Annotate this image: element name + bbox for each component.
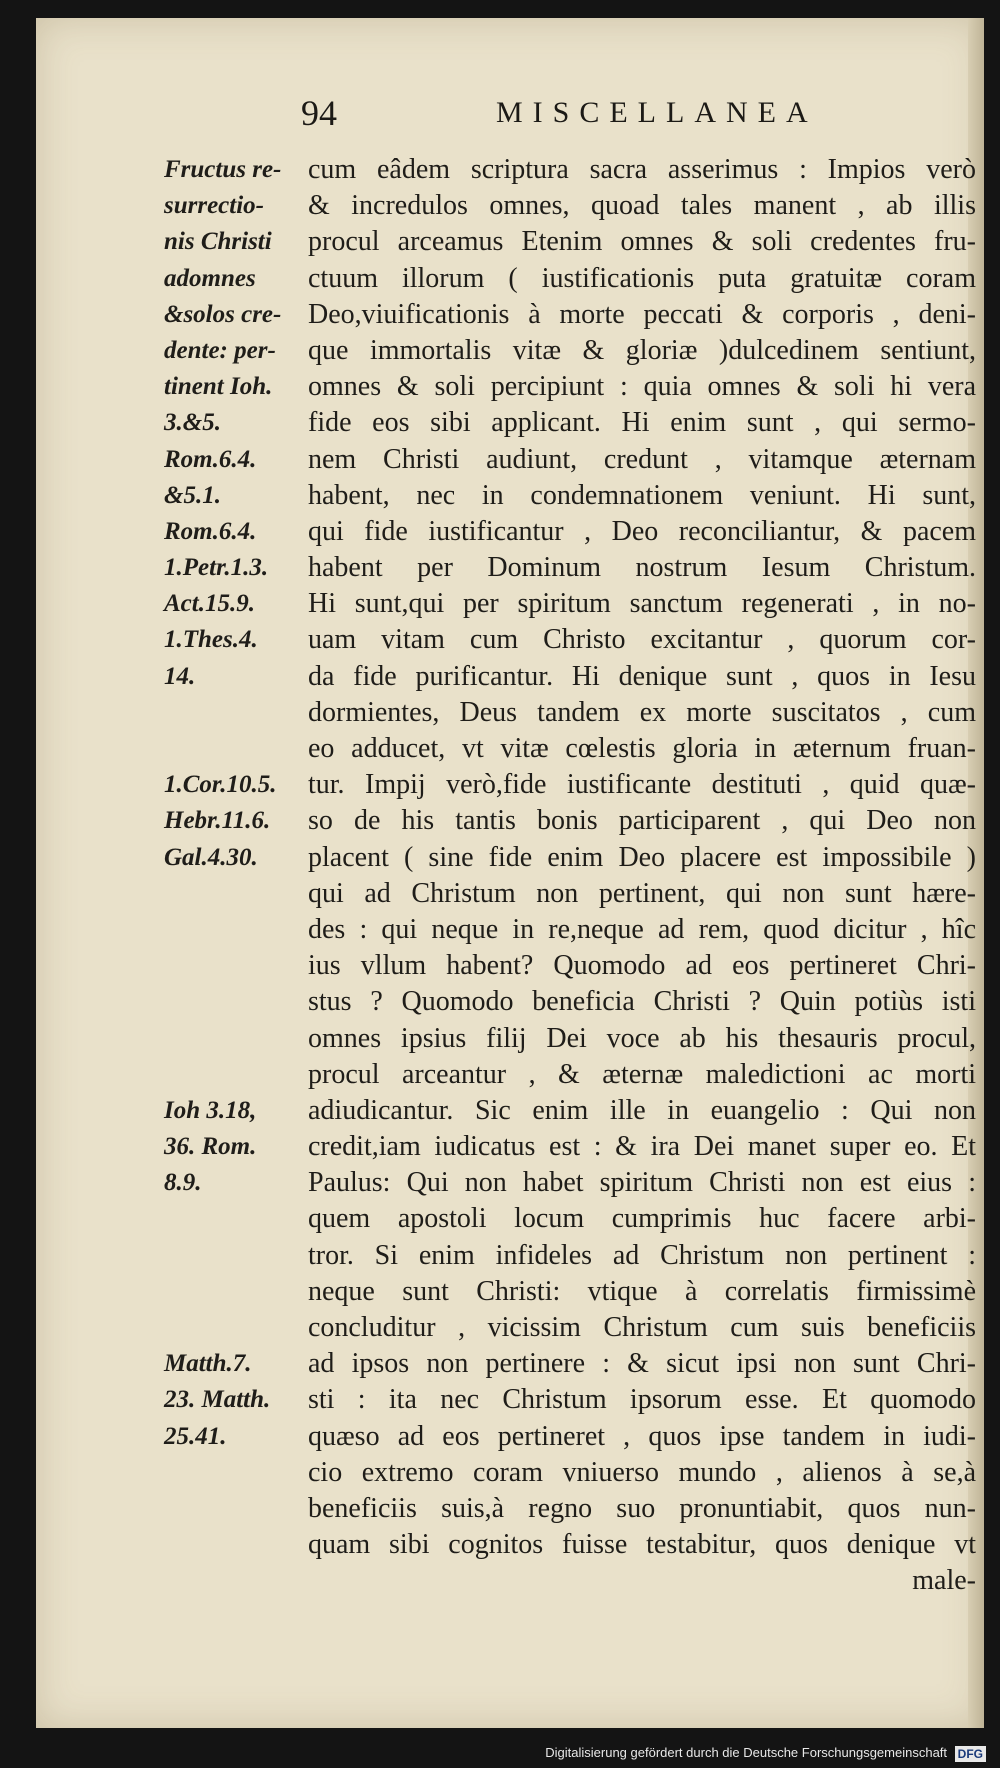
margin-note-line bbox=[164, 984, 324, 1020]
margin-note-line: dente: per- bbox=[164, 336, 276, 364]
text-line: omnes & soli percipiunt : quia omnes & soli hi vera bbox=[308, 371, 976, 403]
margin-note-line: 8.9. bbox=[164, 1169, 202, 1197]
margin-note-line bbox=[164, 1491, 324, 1527]
text-line: qui fide iustificantur , Deo reconciliantur, & pacem bbox=[308, 515, 976, 547]
text-line: adiudicantur. Sic enim ille in euangelio : Qui non bbox=[308, 1094, 976, 1126]
margin-note-line: nis Christi bbox=[164, 228, 272, 256]
text-line: placent ( sine fide enim Deo placere est impossibile ) bbox=[308, 841, 976, 873]
text-line: procul arceantur , & æternæ maledictioni ac morti bbox=[308, 1058, 976, 1090]
text-line: Deo,viuificationis à morte peccati & corporis , deni- bbox=[308, 298, 976, 330]
text-line: quæso ad eos pertineret , quos ipse tandem in iudi- bbox=[308, 1420, 976, 1452]
margin-note-line bbox=[164, 1455, 324, 1491]
text-line: stus ? Quomodo beneficia Christi ? Quin potiùs isti bbox=[308, 986, 976, 1018]
margin-note-line: Fructus re- bbox=[164, 156, 282, 183]
text-line: des : qui neque in re,neque ad rem, quod dicitur , hîc bbox=[308, 913, 976, 945]
text-line: habent per Dominum nostrum Iesum Christum. bbox=[308, 552, 976, 584]
text-line: cum eâdem scriptura sacra asserimus : Impios verò bbox=[308, 154, 976, 185]
text-line: ius vllum habent? Quomodo ad eos pertineret Chri- bbox=[308, 950, 976, 982]
text-line: & incredulos omnes, quoad tales manent , ab illis bbox=[308, 190, 976, 222]
margin-note-line: Matth.7. bbox=[164, 1350, 252, 1378]
text-line: concluditur , vicissim Christum cum suis beneficiis bbox=[308, 1312, 976, 1343]
dfg-logo: DFG bbox=[955, 1746, 986, 1762]
margin-note-line: Rom.6.4. bbox=[164, 517, 257, 545]
text-line: nem Christi audiunt, credunt , vitamque æternam bbox=[308, 443, 976, 475]
margin-note-line: 3.&5. bbox=[164, 409, 221, 437]
margin-note-line: 23. Matth. bbox=[164, 1386, 271, 1414]
margin-note-line: Gal.4.30. bbox=[164, 843, 258, 871]
text-line: qui ad Christum non pertinent, qui non sunt hære- bbox=[308, 877, 976, 909]
margin-note-line: surrectio- bbox=[164, 192, 264, 220]
margin-note-line: 25.41. bbox=[164, 1422, 227, 1450]
margin-notes bbox=[164, 152, 324, 1527]
text-line: Paulus: Qui non habet spiritum Christi non est eius : bbox=[308, 1167, 976, 1199]
margin-note-line bbox=[164, 948, 324, 984]
page-number: 94 bbox=[301, 93, 337, 133]
text-line: que immortalis vitæ & gloriæ )dulcedinem sentiunt, bbox=[308, 334, 976, 366]
margin-note-line bbox=[164, 1238, 324, 1274]
margin-note-line: 36. Rom. bbox=[164, 1133, 257, 1161]
margin-note-line bbox=[164, 1057, 324, 1093]
margin-note-line bbox=[164, 1201, 324, 1237]
text-line: ad ipsos non pertinere : & sicut ipsi non sunt Chri- bbox=[308, 1348, 976, 1380]
text-line: credit,iam iudicatus est : & ira Dei manet super eo. Et bbox=[308, 1131, 976, 1163]
text-line: Hi sunt,qui per spiritum sanctum regenerati , in no- bbox=[308, 588, 976, 620]
margin-note-line: &5.1. bbox=[164, 481, 221, 509]
margin-note-line: Ioh 3.18, bbox=[164, 1096, 257, 1124]
text-line: quam sibi cognitos fuisse testabitur, quos denique vt bbox=[308, 1529, 976, 1561]
text-line: habent, nec in condemnationem veniunt. Hi sunt, bbox=[308, 479, 976, 511]
margin-note-line: Rom.6.4. bbox=[164, 445, 257, 473]
margin-note-line: tinent Ioh. bbox=[164, 373, 273, 401]
body-text bbox=[308, 152, 976, 1600]
credit-text: Digitalisierung gefördert durch die Deutsche Forschungsgemeinschaft bbox=[545, 1745, 948, 1760]
text-line: neque sunt Christi: vtique à correlatis firmissimè bbox=[308, 1275, 976, 1307]
margin-note-line: Hebr.11.6. bbox=[164, 807, 271, 835]
text-line: quem apostoli locum cumprimis huc facere arbi- bbox=[308, 1203, 976, 1235]
margin-note-line: 1.Petr.1.3. bbox=[164, 554, 269, 582]
margin-note-line bbox=[164, 912, 324, 948]
page-header bbox=[36, 92, 984, 142]
text-line: tur. Impij verò,fide iustificante destituti , quid quæ- bbox=[308, 769, 976, 801]
margin-note-line: 14. bbox=[164, 662, 196, 690]
book-page bbox=[36, 18, 984, 1728]
text-line: omnes ipsius filij Dei voce ab his thesauris procul, bbox=[308, 1022, 976, 1054]
margin-note-line bbox=[164, 1021, 324, 1057]
margin-note-line bbox=[164, 1310, 324, 1346]
text-line: ctuum illorum ( iustificationis puta gratuitæ coram bbox=[308, 262, 976, 294]
margin-note-line bbox=[164, 695, 324, 731]
digitization-credit bbox=[0, 1742, 986, 1764]
text-line: uam vitam cum Christo excitantur , quorum cor- bbox=[308, 624, 976, 656]
text-line: male- bbox=[912, 1565, 976, 1597]
margin-note-line: 1.Cor.10.5. bbox=[164, 771, 277, 799]
text-line: fide eos sibi applicant. Hi enim sunt , qui sermo- bbox=[308, 407, 976, 439]
running-title: MISCELLANEA bbox=[496, 96, 818, 129]
text-line: sti : ita nec Christum ipsorum esse. Et quomodo bbox=[308, 1384, 976, 1416]
margin-note-line: 1.Thes.4. bbox=[164, 626, 258, 654]
margin-note-line bbox=[164, 876, 324, 912]
text-line: eo adducet, vt vitæ cœlestis gloria in æternum fruan- bbox=[308, 733, 976, 764]
text-line: cio extremo coram vniuerso mundo , alienos à se,à bbox=[308, 1456, 976, 1488]
margin-note-line: &solos cre- bbox=[164, 300, 282, 328]
text-line: procul arceamus Etenim omnes & soli credentes fru- bbox=[308, 226, 976, 258]
margin-note-line bbox=[164, 1274, 324, 1310]
text-line: beneficiis suis,à regno suo pronuntiabit, quos nun- bbox=[308, 1492, 976, 1524]
margin-note-line: adomnes bbox=[164, 264, 256, 292]
margin-note-line bbox=[164, 731, 324, 767]
text-line: dormientes, Deus tandem ex morte suscitatos , cum bbox=[308, 696, 976, 728]
margin-note-line: Act.15.9. bbox=[164, 590, 255, 618]
text-line: so de his tantis bonis participarent , qui Deo non bbox=[308, 805, 976, 837]
text-line: tror. Si enim infideles ad Christum non pertinent : bbox=[308, 1239, 976, 1271]
text-line: da fide purificantur. Hi denique sunt , quos in Iesu bbox=[308, 660, 976, 692]
